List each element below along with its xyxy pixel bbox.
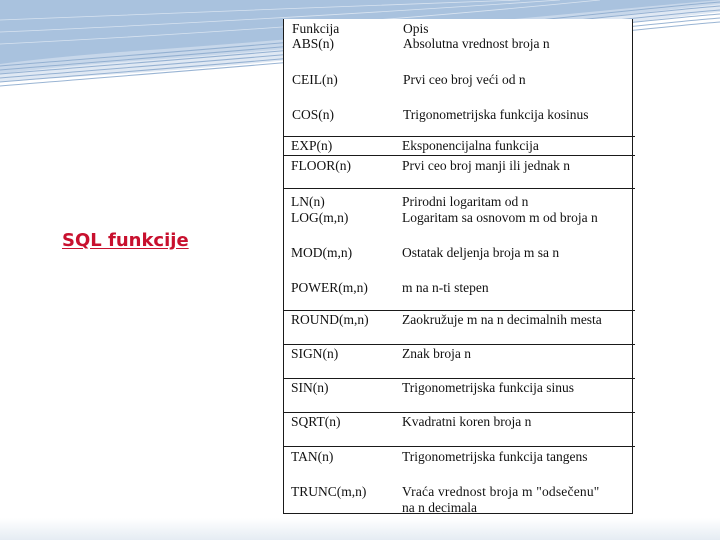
function-description: Eksponencijalna funkcija (402, 138, 539, 153)
function-description: Trigonometrijska funkcija tangens (402, 449, 588, 464)
function-name: EXP(n) (291, 138, 333, 153)
table-row-group-tan (283, 446, 635, 515)
table-row-sign (283, 344, 635, 379)
function-description: Kvadratni koren broja n (402, 414, 532, 429)
function-description: Vraća vrednost broja m "odsečenu" (402, 484, 600, 499)
function-name: TRUNC(m,n) (291, 484, 367, 499)
table-row-sin (283, 378, 635, 413)
function-name: ABS(n) (292, 36, 335, 51)
function-name: TAN(n) (291, 449, 334, 464)
function-description: Prirodni logaritam od n (402, 194, 529, 209)
function-description: Absolutna vrednost broja n (403, 36, 550, 51)
function-description: Prvi ceo broj veći od n (403, 72, 526, 87)
header-description: Opis (403, 21, 429, 36)
function-description: Ostatak deljenja broja m sa n (402, 245, 560, 260)
decorative-bottom-fade (0, 518, 720, 540)
function-description: Logaritam sa osnovom m od broja n (402, 210, 598, 225)
function-description: Trigonometrijska funkcija sinus (402, 380, 574, 395)
table-row-floor (283, 155, 635, 189)
function-name: LOG(m,n) (291, 210, 349, 225)
table-row-group-log (283, 188, 635, 311)
function-description-continued: na n decimala (402, 500, 477, 515)
slide-title-link[interactable]: SQL funkcije (62, 230, 189, 251)
function-name: CEIL(n) (292, 72, 338, 87)
table-row-round (283, 310, 635, 345)
function-description: m na n-ti stepen (402, 280, 489, 295)
function-name: SIGN(n) (291, 346, 339, 361)
function-name: LN(n) (291, 194, 325, 209)
header-function: Funkcija (292, 21, 340, 36)
table-header-row (284, 21, 636, 37)
table-row-exp (283, 136, 635, 156)
functions-table (283, 19, 633, 514)
function-description: Znak broja n (402, 346, 471, 361)
function-name: FLOOR(n) (291, 158, 351, 173)
function-description: Prvi ceo broj manji ili jednak n (402, 158, 570, 173)
function-name: POWER(m,n) (291, 280, 368, 295)
function-name: SIN(n) (291, 380, 329, 395)
function-name: SQRT(n) (291, 414, 341, 429)
table-row-sqrt (283, 412, 635, 447)
function-name: MOD(m,n) (291, 245, 353, 260)
function-description: Trigonometrijska funkcija kosinus (403, 107, 589, 122)
function-description: Zaokružuje m na n decimalnih mesta (402, 312, 602, 327)
function-name: ROUND(m,n) (291, 312, 369, 327)
function-name: COS(n) (292, 107, 335, 122)
